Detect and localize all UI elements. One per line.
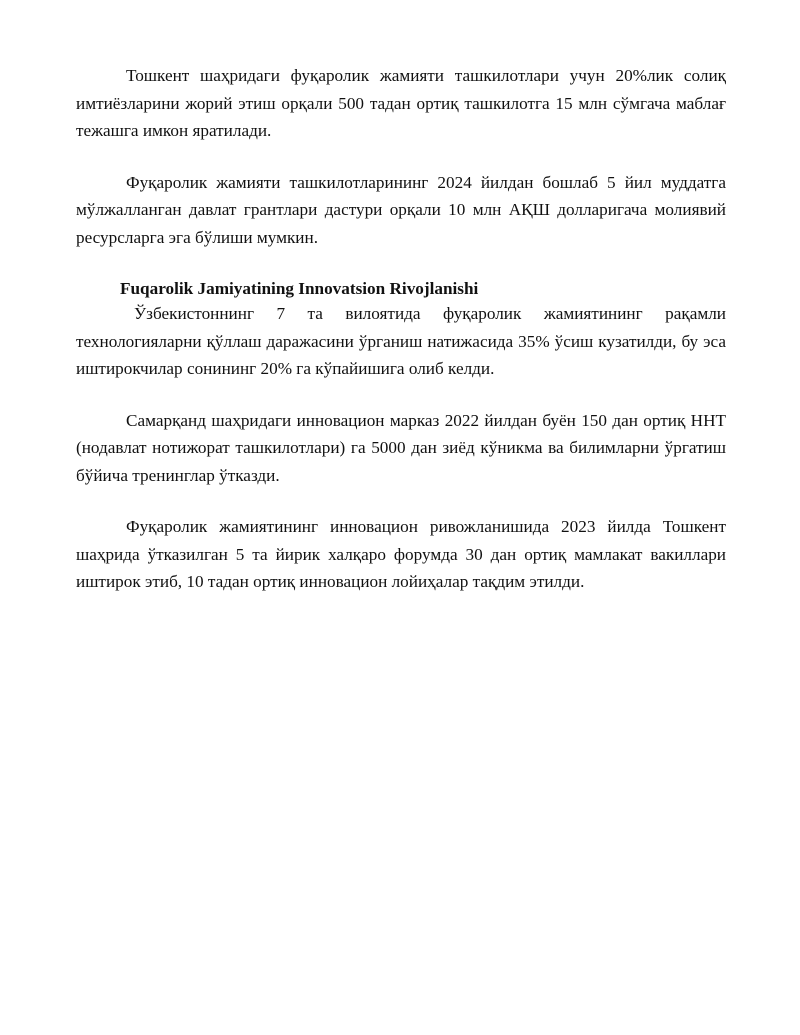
paragraph-innovation-center: Самарқанд шаҳридаги инновацион марказ 2022 йилдан буён 150 дан ортиқ ННТ (нодавлат нотижорат ташкилотлари) га 5000 дан зиёд кўникма ва билимларни ўргатиш бўйича тренинглар ўтказди. [76, 410, 726, 485]
paragraph-digital-technologies: Ўзбекистоннинг 7 та вилоятида фуқаролик жамиятининг рақамли технологияларни қўллаш даражасини ўрганиш натижасида 35% ўсиш кузатилди, бу эса иштирокчилар сонининг 20% га кўпайишига олиб келди. [76, 304, 726, 378]
paragraph-tax-benefits: Тошкент шаҳридаги фуқаролик жамияти ташкилотлари учун 20%лик солиқ имтиёзларини жорий этиш орқали 500 тадан ортиқ ташкилотга 15 млн сўмгача маблағ тежашга имкон яратилади. [76, 66, 726, 140]
document-body [76, 62, 726, 596]
section-heading: Fuqarolik Jamiyatining Innovatsion Rivojlanishi [120, 279, 479, 298]
paragraph-international-forums: Фуқаролик жамиятининг инновацион ривожланишида 2023 йилда Тошкент шаҳрида ўтказилган 5 та йирик халқаро форумда 30 дан ортиқ мамлакат вакиллари иштирок этиб, 10 тадан ортиқ инновацион лойиҳалар тақдим этилди. [76, 517, 726, 591]
paragraph-state-grants: Фуқаролик жамияти ташкилотларининг 2024 йилдан бошлаб 5 йил муддатга мўлжалланган давлат грантлари дастури орқали 10 млн АҚШ долларигача молиявий ресурсларга эга бўлиши мумкин. [76, 172, 726, 247]
section-innovative-development [76, 277, 726, 596]
